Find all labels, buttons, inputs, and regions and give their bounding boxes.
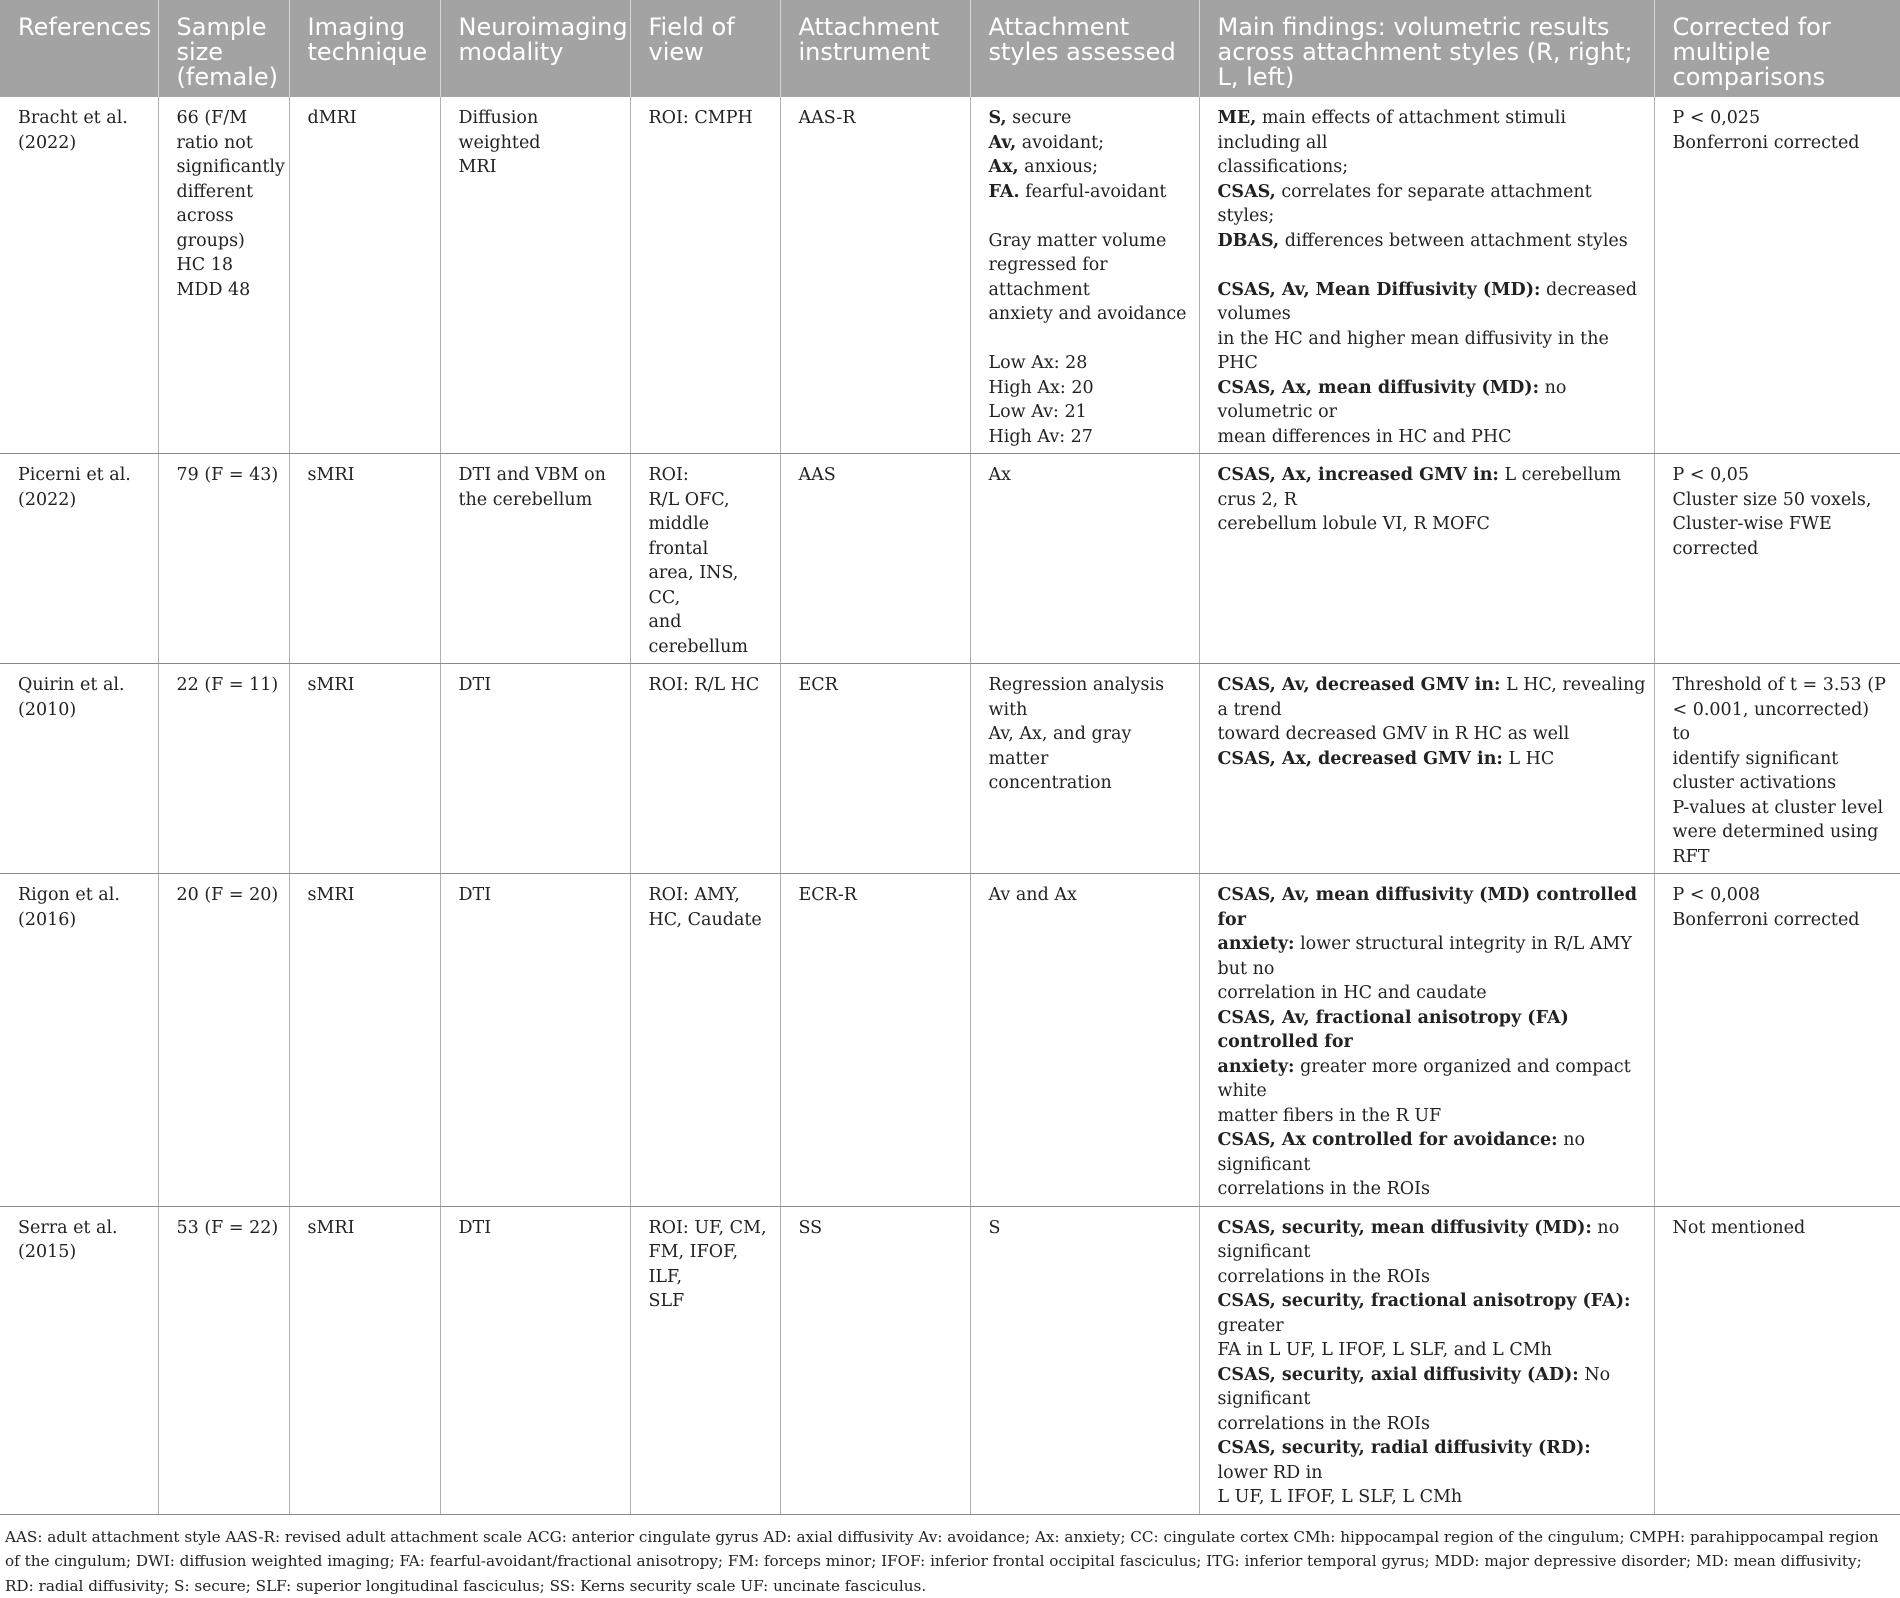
cell-line: (2022)	[18, 131, 150, 156]
cell-line: cerebellum	[649, 635, 772, 660]
cell-line	[989, 771, 1191, 796]
field-of-view-cell	[630, 1206, 780, 1514]
cell-line	[1218, 1216, 1646, 1265]
cell-line	[989, 722, 1191, 771]
cell-line	[1218, 1338, 1646, 1363]
findings-cell	[1199, 664, 1654, 874]
cell-line: FM, IFOF, ILF,	[649, 1240, 772, 1289]
line-text: anxiety and avoidance	[989, 304, 1187, 324]
cell-line	[1218, 722, 1646, 747]
bold-term: ME,	[1218, 108, 1257, 128]
sample-size-cell	[158, 454, 289, 664]
cell-line	[1218, 1265, 1646, 1290]
modality-cell	[440, 454, 630, 664]
styles-cell	[970, 1206, 1199, 1514]
cell-line: RFT	[1673, 845, 1893, 870]
cell-line	[1218, 1436, 1646, 1485]
cell-line	[1218, 1412, 1646, 1437]
line-text: L HC, revealing a trend	[1218, 675, 1646, 720]
reference-cell[interactable]	[0, 454, 158, 664]
instrument-cell: ECR	[780, 664, 970, 874]
imaging-technique-cell: sMRI	[289, 1206, 440, 1514]
findings-cell	[1199, 874, 1654, 1207]
bold-term: CSAS, Av, decreased GMV in:	[1218, 675, 1501, 695]
cell-line	[989, 155, 1191, 180]
cell-line: ROI: UF, CM,	[649, 1216, 772, 1241]
table-header	[0, 0, 1900, 97]
cell-line: Not mentioned	[1673, 1216, 1893, 1241]
line-text: no volumetric or	[1218, 378, 1567, 423]
line-text: Ax	[989, 465, 1012, 485]
cell-line	[1218, 747, 1646, 772]
cell-line: area, INS, CC,	[649, 561, 772, 610]
cell-line: different	[177, 180, 281, 205]
cell-line	[989, 302, 1191, 327]
line-text: Av, Ax, and gray matter	[989, 724, 1132, 769]
bold-term: CSAS, security, mean diffusivity (MD):	[1218, 1218, 1592, 1238]
line-text: lower RD in	[1218, 1463, 1323, 1483]
cell-line: Diffusion weighted	[459, 106, 622, 155]
findings-cell	[1199, 97, 1654, 454]
cell-line: ratio not	[177, 131, 281, 156]
cell-line	[1218, 425, 1646, 450]
modality-cell	[440, 97, 630, 454]
bold-term: anxiety:	[1218, 934, 1295, 954]
cell-line: Bonferroni corrected	[1673, 908, 1893, 933]
sample-size-cell	[158, 1206, 289, 1514]
cell-line	[1218, 1104, 1646, 1129]
table-row	[0, 454, 1900, 664]
modality-cell	[440, 664, 630, 874]
reference-cell[interactable]	[0, 664, 158, 874]
cell-line: cluster activations	[1673, 771, 1893, 796]
line-text: cerebellum lobule VI, R MOFC	[1218, 514, 1490, 534]
line-text: main effects of attachment stimuli including all	[1218, 108, 1566, 153]
sample-size-cell	[158, 664, 289, 874]
line-text: greater	[1218, 1316, 1284, 1336]
cell-line: identify significant	[1673, 747, 1893, 772]
cell-line: the cerebellum	[459, 488, 622, 513]
cell-line: ROI: R/L HC	[649, 673, 772, 698]
cell-line: SLF	[649, 1289, 772, 1314]
column-header-attachment-instrument: Attachment instrument	[780, 0, 970, 97]
cell-line: Threshold of t = 3.53 (P	[1673, 673, 1893, 698]
line-text: correlation in HC and caudate	[1218, 983, 1487, 1003]
cell-line: ROI: CMPH	[649, 106, 772, 131]
cell-line: (2022)	[18, 488, 150, 513]
cell-line: DTI	[459, 1216, 622, 1241]
cell-spacer	[1218, 253, 1646, 278]
cell-line: 53 (F = 22)	[177, 1216, 281, 1241]
line-text: classifications;	[1218, 157, 1349, 177]
line-text: S	[989, 1218, 1001, 1238]
cell-line: (2015)	[18, 1240, 150, 1265]
cell-line: Rigon et al.	[18, 883, 150, 908]
imaging-technique-cell: sMRI	[289, 874, 440, 1207]
column-header-corrected-for-multiple-comparisons: Corrected for multiple comparisons	[1654, 0, 1900, 97]
cell-line: MDD 48	[177, 278, 281, 303]
findings-cell	[1199, 1206, 1654, 1514]
styles-cell	[970, 97, 1199, 454]
bold-term: CSAS, Ax, mean diffusivity (MD):	[1218, 378, 1540, 398]
line-text: concentration	[989, 773, 1112, 793]
line-text: no significant	[1218, 1218, 1620, 1263]
cell-spacer	[989, 204, 1191, 229]
column-header-attachment-styles-assessed: Attachment styles assessed	[970, 0, 1199, 97]
line-text: correlations in the ROIs	[1218, 1179, 1431, 1199]
bold-term: DBAS,	[1218, 231, 1280, 251]
bold-term: CSAS, Ax controlled for avoidance:	[1218, 1130, 1558, 1150]
line-text: decreased volumes	[1218, 280, 1638, 325]
cell-line: corrected	[1673, 537, 1893, 562]
line-text: L UF, L IFOF, L SLF, L CMh	[1218, 1487, 1463, 1507]
bold-term: CSAS, Av, mean diffusivity (MD) controlled for	[1218, 885, 1637, 930]
cell-line	[989, 229, 1191, 254]
line-text: L cerebellum crus 2, R	[1218, 465, 1622, 510]
line-text: toward decreased GMV in R HC as well	[1218, 724, 1570, 744]
column-header-sample-size: Sample size (female)	[158, 0, 289, 97]
cell-line: HC, Caudate	[649, 908, 772, 933]
modality-cell	[440, 1206, 630, 1514]
cell-line	[989, 883, 1191, 908]
field-of-view-cell	[630, 874, 780, 1207]
reference-cell[interactable]	[0, 97, 158, 454]
cell-line	[1218, 1289, 1646, 1338]
bold-term: CSAS, Ax, decreased GMV in:	[1218, 749, 1503, 769]
table-row	[0, 664, 1900, 874]
bold-term: CSAS, security, axial diffusivity (AD):	[1218, 1365, 1579, 1385]
sample-size-cell	[158, 97, 289, 454]
line-text: correlates for separate attachment styles;	[1218, 182, 1592, 227]
line-text: mean differences in HC and PHC	[1218, 427, 1512, 447]
line-text: L HC	[1503, 749, 1554, 769]
column-header-neuroimaging-modality: Neuroimaging modality	[440, 0, 630, 97]
reference-cell[interactable]	[0, 1206, 158, 1514]
cell-line	[989, 180, 1191, 205]
corrected-cell	[1654, 454, 1900, 664]
cell-line	[989, 425, 1191, 450]
line-text: High Av: 27	[989, 427, 1093, 447]
bold-term: S,	[989, 108, 1007, 128]
bold-term: CSAS, Av, Mean Diffusivity (MD):	[1218, 280, 1541, 300]
styles-cell	[970, 664, 1199, 874]
field-of-view-cell	[630, 454, 780, 664]
cell-line	[1218, 180, 1646, 229]
cell-line: 66 (F/M	[177, 106, 281, 131]
cell-line: P < 0,008	[1673, 883, 1893, 908]
cell-line	[1218, 106, 1646, 155]
line-text: matter fibers in the R UF	[1218, 1106, 1442, 1126]
cell-line: DTI and VBM on	[459, 463, 622, 488]
line-text: differences between attachment styles	[1279, 231, 1628, 251]
line-text: Low Av: 21	[989, 402, 1087, 422]
cell-line	[1218, 463, 1646, 512]
cell-line	[1218, 673, 1646, 722]
instrument-cell: SS	[780, 1206, 970, 1514]
field-of-view-cell	[630, 97, 780, 454]
cell-line: ROI:	[649, 463, 772, 488]
line-text: Low Ax: 28	[989, 353, 1088, 373]
imaging-technique-cell: sMRI	[289, 454, 440, 664]
field-of-view-cell	[630, 664, 780, 874]
cell-line	[1218, 1128, 1646, 1177]
cell-line: 79 (F = 43)	[177, 463, 281, 488]
cell-line	[1218, 1485, 1646, 1510]
cell-line	[989, 376, 1191, 401]
cell-line	[1218, 1006, 1646, 1055]
cell-line	[989, 106, 1191, 131]
line-text: Av and Ax	[989, 885, 1077, 905]
bold-term: CSAS, security, radial diffusivity (RD):	[1218, 1438, 1591, 1458]
cell-line	[989, 351, 1191, 376]
cell-line: Picerni et al.	[18, 463, 150, 488]
cell-line: 22 (F = 11)	[177, 673, 281, 698]
corrected-cell	[1654, 874, 1900, 1207]
cell-line: DTI	[459, 673, 622, 698]
sample-size-cell	[158, 874, 289, 1207]
bold-term: FA.	[989, 182, 1020, 202]
table-row	[0, 874, 1900, 1207]
cell-line	[989, 253, 1191, 302]
cell-line	[1218, 883, 1646, 932]
cell-line	[1218, 1177, 1646, 1202]
line-text: regressed for attachment	[989, 255, 1108, 300]
line-text: no significant	[1218, 1130, 1586, 1175]
bold-term: CSAS, security, fractional anisotropy (FA):	[1218, 1291, 1631, 1311]
cell-line: MRI	[459, 155, 622, 180]
cell-line: Quirin et al.	[18, 673, 150, 698]
cell-line: DTI	[459, 883, 622, 908]
cell-line: R/L OFC,	[649, 488, 772, 513]
instrument-cell: AAS	[780, 454, 970, 664]
cell-line: Cluster-wise FWE	[1673, 512, 1893, 537]
line-text: lower structural integrity in R/L AMY but no	[1218, 934, 1632, 979]
column-header-imaging-technique: Imaging technique	[289, 0, 440, 97]
cell-line: P-values at cluster level	[1673, 796, 1893, 821]
cell-line	[1218, 512, 1646, 537]
bold-term: Ax,	[989, 157, 1019, 177]
cell-line	[989, 400, 1191, 425]
imaging-technique-cell: dMRI	[289, 97, 440, 454]
cell-line: and	[649, 610, 772, 635]
cell-spacer	[989, 327, 1191, 352]
cell-line	[1218, 278, 1646, 327]
cell-line	[1218, 1055, 1646, 1104]
cell-line: 20 (F = 20)	[177, 883, 281, 908]
cell-line	[989, 131, 1191, 156]
cell-line	[989, 463, 1191, 488]
cell-line: middle frontal	[649, 512, 772, 561]
cell-line: Bonferroni corrected	[1673, 131, 1893, 156]
table-footnote: AAS: adult attachment style AAS-R: revised adult attachment scale ACG: anterior cingulate gyrus AD: axial diffusivity Av: avoidance; Ax: anxiety; CC: cingulate cortex CMh: hippocampal region of the cingulum; CMPH: parahippocampal region of the cingulum; DWI: diffusion weighted imaging; FA: fearful-avoidant/fractional anisotropy; FM: forceps minor; IFOF: inferior frontal occipital fasciculus; ITG: inferior temporal gyrus; MDD: major depressive disorder; MD: mean diffusivity; RD: radial diffusivity; S: secure; SLF: superior longitudinal fasciculus; SS: Kerns security scale UF: uncinate fasciculus.	[0, 1515, 1900, 1598]
corrected-cell	[1654, 1206, 1900, 1514]
cell-line: < 0.001, uncorrected) to	[1673, 698, 1893, 747]
reference-cell[interactable]	[0, 874, 158, 1207]
line-text: secure	[1007, 108, 1072, 128]
bold-term: anxiety:	[1218, 1057, 1295, 1077]
line-text: greater more organized and compact white	[1218, 1057, 1631, 1102]
styles-cell	[970, 454, 1199, 664]
cell-line: (2016)	[18, 908, 150, 933]
table-body	[0, 97, 1900, 1514]
cell-line: HC 18	[177, 253, 281, 278]
imaging-technique-cell: sMRI	[289, 664, 440, 874]
instrument-cell: ECR-R	[780, 874, 970, 1207]
cell-line	[1218, 981, 1646, 1006]
cell-line	[1218, 932, 1646, 981]
cell-line	[1218, 376, 1646, 425]
cell-line: significantly	[177, 155, 281, 180]
column-header-field-of-view: Field of view	[630, 0, 780, 97]
cell-line: P < 0,025	[1673, 106, 1893, 131]
bold-term: CSAS, Ax, increased GMV in:	[1218, 465, 1499, 485]
column-header-references: References	[0, 0, 158, 97]
cell-line	[1218, 327, 1646, 376]
cell-line: were determined using	[1673, 820, 1893, 845]
cell-line	[1218, 155, 1646, 180]
modality-cell	[440, 874, 630, 1207]
cell-line: (2010)	[18, 698, 150, 723]
line-text: avoidant;	[1016, 133, 1104, 153]
bold-term: Av,	[989, 133, 1017, 153]
line-text: Gray matter volume	[989, 231, 1167, 251]
line-text: fearful-avoidant	[1020, 182, 1167, 202]
cell-line: Bracht et al.	[18, 106, 150, 131]
line-text: FA in L UF, L IFOF, L SLF, and L CMh	[1218, 1340, 1552, 1360]
line-text: High Ax: 20	[989, 378, 1094, 398]
corrected-cell	[1654, 97, 1900, 454]
cell-line: P < 0,05	[1673, 463, 1893, 488]
table-row	[0, 1206, 1900, 1514]
line-text: Regression analysis with	[989, 675, 1165, 720]
cell-line	[989, 1216, 1191, 1241]
line-text: No significant	[1218, 1365, 1611, 1410]
corrected-cell	[1654, 664, 1900, 874]
column-header-main-findings: Main findings: volumetric results across attachment styles (R, right; L, left)	[1199, 0, 1654, 97]
line-text: anxious;	[1019, 157, 1098, 177]
bold-term: CSAS, Av, fractional anisotropy (FA) controlled for	[1218, 1008, 1569, 1053]
cell-line: Serra et al.	[18, 1216, 150, 1241]
findings-cell	[1199, 454, 1654, 664]
cell-line	[1218, 229, 1646, 254]
instrument-cell: AAS-R	[780, 97, 970, 454]
cell-line: ROI: AMY,	[649, 883, 772, 908]
styles-cell	[970, 874, 1199, 1207]
cell-line	[1218, 1363, 1646, 1412]
table-row	[0, 97, 1900, 454]
cell-line: across groups)	[177, 204, 281, 253]
bold-term: CSAS,	[1218, 182, 1276, 202]
line-text: in the HC and higher mean diffusivity in the PHC	[1218, 329, 1609, 374]
cell-line: Cluster size 50 voxels,	[1673, 488, 1893, 513]
cell-line	[989, 673, 1191, 722]
line-text: correlations in the ROIs	[1218, 1267, 1431, 1287]
header-row	[0, 0, 1900, 97]
line-text: correlations in the ROIs	[1218, 1414, 1431, 1434]
